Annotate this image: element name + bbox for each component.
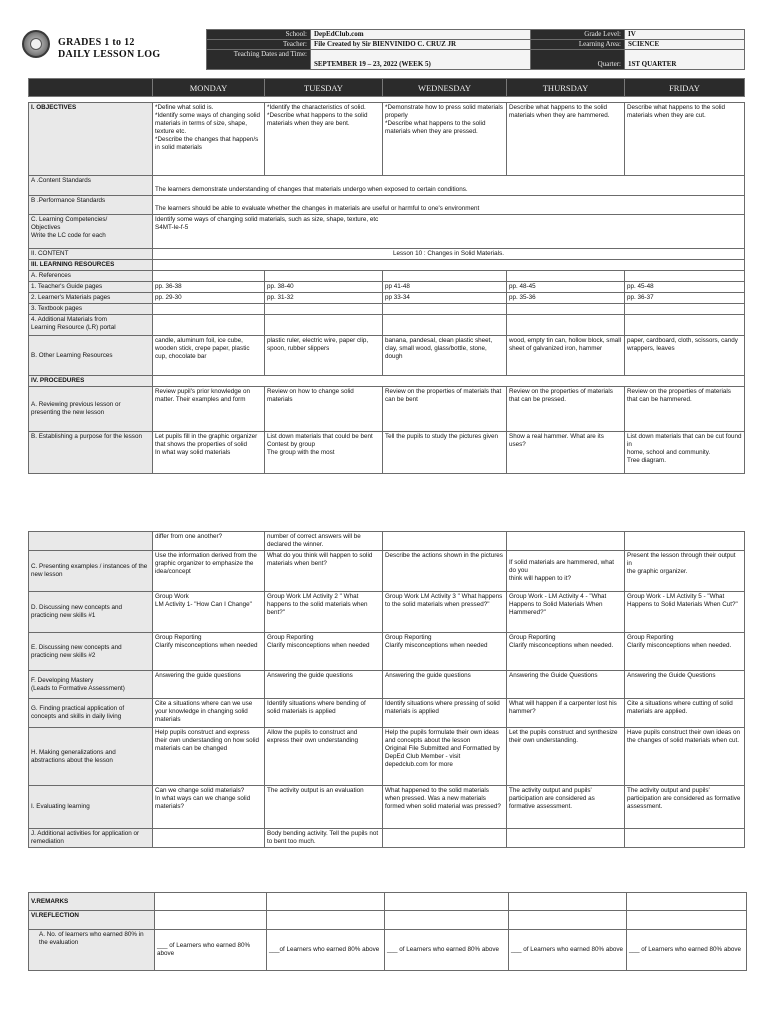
row-label: B. Other Learning Resources <box>29 336 153 376</box>
grade-value: IV <box>625 30 745 40</box>
cell-wednesday: pp 41-48 <box>383 282 507 293</box>
cell-tuesday: plastic ruler, electric wire, paper clip, spoon, rubber slippers <box>265 336 383 376</box>
cell-monday: ___ of Learners who earned 80% above <box>155 930 267 971</box>
row-competencies <box>29 215 745 249</box>
quarter-label: Quarter: <box>531 50 625 70</box>
cell-wednesday: Group Reporting Clarify misconceptions when needed <box>383 633 507 671</box>
cell-thursday <box>509 893 627 911</box>
row-learners-materials <box>29 293 745 304</box>
cell-thursday: Group Work - LM Activity 4 - "What Happens to Solid Materials When Hammered?" <box>507 592 625 633</box>
row-reflection <box>29 911 747 930</box>
cell-friday: Present the lesson through their output in the graphic organizer. <box>625 551 745 592</box>
cell-thursday: Show a real hammer. What are its uses? <box>507 432 625 474</box>
cell-friday: pp. 36-37 <box>625 293 745 304</box>
learning-resources-blank <box>153 260 745 271</box>
lesson-log-table <box>28 78 745 97</box>
row-label: A .Content Standards <box>29 176 153 196</box>
row-label: V.REMARKS <box>29 893 155 911</box>
cell-friday <box>627 893 747 911</box>
cell-monday: Cite a situations where can we use your knowledge in changing solid materials <box>153 699 265 728</box>
cell-friday <box>625 829 745 848</box>
competencies-text: Identify some ways of changing solid materials, such as size, shape, texture, etc S4MT-Ie-f-5 <box>153 215 745 249</box>
cell-wednesday: Review on the properties of materials that can be bent <box>383 387 507 432</box>
cell-monday: Let pupils fill in the graphic organizer that shows the properties of solid In what way solid materials <box>153 432 265 474</box>
row-additional-activities <box>29 829 745 848</box>
cell-friday: paper, cardboard, cloth, scissors, candy wrappers, leaves <box>625 336 745 376</box>
row-label: 4. Additional Materials from Learning Resource (LR) portal <box>29 315 153 336</box>
cell-wednesday <box>383 271 507 282</box>
cell-wednesday: Help the pupils formulate their own ideas and concepts about the lesson Original File Submitted and Formatted by DepEd Club Member - visit depedclub.com for more <box>383 728 507 786</box>
corner-cell <box>29 79 153 97</box>
dates-label: Teaching Dates and Time: <box>207 50 311 70</box>
cell-tuesday <box>267 911 385 930</box>
row-label: A. References <box>29 271 153 282</box>
cell-wednesday <box>383 829 507 848</box>
row-label: C. Learning Competencies/ Objectives Write the LC code for each <box>29 215 153 249</box>
cell-tuesday: The activity output is an evaluation <box>265 786 383 829</box>
cell-tuesday: Allow the pupils to construct and express their own understanding <box>265 728 383 786</box>
cell-thursday: ___ of Learners who earned 80% above <box>509 930 627 971</box>
content-text: Lesson 10 : Changes in Solid Materials. <box>153 249 745 260</box>
cell-tuesday: Identify situations where bending of solid materials is applied <box>265 699 383 728</box>
day-header-wednesday: WEDNESDAY <box>383 79 507 97</box>
document-title-line2: DAILY LESSON LOG <box>58 49 161 60</box>
row-other-resources <box>29 336 745 376</box>
cell-wednesday: pp 33-34 <box>383 293 507 304</box>
cell-friday: Have pupils construct their own ideas on the changes of solid materials when cut. <box>625 728 745 786</box>
cell-tuesday <box>265 271 383 282</box>
content-standards-text: The learners demonstrate understanding of changes that materials undergo when exposed to certain conditions. <box>153 176 745 196</box>
row-objectives <box>29 103 745 176</box>
row-teachers-guide <box>29 282 745 293</box>
row-textbook <box>29 304 745 315</box>
cell-wednesday: ___ of Learners who earned 80% above <box>385 930 509 971</box>
cell-tuesday: What do you think will happen to solid materials when bent? <box>265 551 383 592</box>
row-label: VI.REFLECTION <box>29 911 155 930</box>
cell-friday <box>625 304 745 315</box>
cell-monday: pp. 29-30 <box>153 293 265 304</box>
lesson-log-body-page1 <box>28 102 745 474</box>
row-presenting <box>29 551 745 592</box>
learning-area-label: Learning Area: <box>531 40 625 50</box>
cell-monday: pp. 36-38 <box>153 282 265 293</box>
cell-thursday <box>509 911 627 930</box>
row-remarks <box>29 893 747 911</box>
cell-wednesday <box>383 532 507 551</box>
row-label: D. Discussing new concepts and practicing new skills #1 <box>29 592 153 633</box>
cell-friday: Describe what happens to the solid materials when they are cut. <box>625 103 745 176</box>
cell-friday: pp. 45-48 <box>625 282 745 293</box>
cell-tuesday: Group Reporting Clarify misconceptions when needed <box>265 633 383 671</box>
cell-tuesday: Answering the guide questions <box>265 671 383 699</box>
document-title-line1: GRADES 1 to 12 <box>58 37 135 48</box>
cell-thursday <box>507 271 625 282</box>
cell-tuesday <box>265 315 383 336</box>
cell-monday: Review pupil's prior knowledge on matter. Their examples and form <box>153 387 265 432</box>
cell-monday <box>155 911 267 930</box>
row-label: C. Presenting examples / instances of the new lesson <box>29 551 153 592</box>
cell-monday: Use the information derived from the graphic organizer to emphasize the idea/concept <box>153 551 265 592</box>
cell-wednesday: banana, pandesal, clean plastic sheet, clay, small wood, glass/bottle, stone, dough <box>383 336 507 376</box>
grade-label: Grade Level: <box>531 30 625 40</box>
cell-friday: Group Reporting Clarify misconceptions when needed. <box>625 633 745 671</box>
cell-tuesday: number of correct answers will be declared the winner. <box>265 532 383 551</box>
day-header-thursday: THURSDAY <box>507 79 625 97</box>
cell-monday: Group Reporting Clarify misconceptions when needed <box>153 633 265 671</box>
row-label: A. Reviewing previous lesson or presenting the new lesson <box>29 387 153 432</box>
cell-tuesday: ___of Learners who earned 80% above <box>267 930 385 971</box>
cell-friday: Answering the Guide Questions <box>625 671 745 699</box>
cell-thursday: pp. 35-36 <box>507 293 625 304</box>
row-label: J. Additional activities for application or remediation <box>29 829 153 848</box>
cell-thursday: What will happen if a carpenter lost his hammer? <box>507 699 625 728</box>
cell-friday <box>625 271 745 282</box>
cell-monday <box>155 893 267 911</box>
row-label: E. Discussing new concepts and practicing new skills #2 <box>29 633 153 671</box>
cell-tuesday: Group Work LM Activity 2 " What happens to the solid materials when bent?" <box>265 592 383 633</box>
cell-wednesday <box>383 315 507 336</box>
cell-thursday: Let the pupils construct and synthesize their own understanding. <box>507 728 625 786</box>
row-label: 1. Teacher's Guide pages <box>29 282 153 293</box>
cell-monday: Can we change solid materials? In what ways can we change solid materials? <box>153 786 265 829</box>
header-info-table <box>206 29 745 70</box>
row-performance-standards <box>29 196 745 215</box>
cell-monday: Group Work LM Activity 1- "How Can I Change" <box>153 592 265 633</box>
cell-thursday: Group Reporting Clarify misconceptions when needed. <box>507 633 625 671</box>
row-procedures <box>29 376 745 387</box>
row-label: IV. PROCEDURES <box>29 376 153 387</box>
row-label: A. No. of learners who earned 80% in the evaluation <box>29 930 155 971</box>
school-value: DepEdClub.com <box>311 30 531 40</box>
row-label: III. LEARNING RESOURCES <box>29 260 153 271</box>
cell-tuesday <box>267 893 385 911</box>
dates-value: SEPTEMBER 19 – 23, 2022 (WEEK 5) <box>311 50 531 70</box>
cell-thursday: Describe what happens to the solid materials when they are hammered. <box>507 103 625 176</box>
row-label: 3. Textbook pages <box>29 304 153 315</box>
cell-thursday <box>507 829 625 848</box>
row-label: I. Evaluating learning <box>29 786 153 829</box>
row-mastery <box>29 671 745 699</box>
cell-wednesday <box>385 911 509 930</box>
row-generalizations <box>29 728 745 786</box>
row-label: H. Making generalizations and abstractions about the lesson <box>29 728 153 786</box>
row-label: B. Establishing a purpose for the lesson <box>29 432 153 474</box>
row-references <box>29 271 745 282</box>
cell-thursday: Answering the Guide Questions <box>507 671 625 699</box>
cell-tuesday <box>265 304 383 315</box>
cell-tuesday: List down materials that could be bent Contest by group The group with the most <box>265 432 383 474</box>
row-learners-80 <box>29 930 747 971</box>
procedures-blank <box>153 376 745 387</box>
cell-monday: differ from one another? <box>153 532 265 551</box>
day-header-tuesday: TUESDAY <box>265 79 383 97</box>
deped-seal-logo <box>22 30 50 58</box>
row-label: II. CONTENT <box>29 249 153 260</box>
reflection-table <box>28 892 747 971</box>
row-establishing <box>29 432 745 474</box>
row-evaluating <box>29 786 745 829</box>
row-application <box>29 699 745 728</box>
row-label: G. Finding practical application of concepts and skills in daily living <box>29 699 153 728</box>
cell-thursday: pp. 48-45 <box>507 282 625 293</box>
row-label: F. Developing Mastery (Leads to Formative Assessment) <box>29 671 153 699</box>
cell-thursday: The activity output and pupils' participation are considered as formative assessment. <box>507 786 625 829</box>
cell-wednesday <box>385 893 509 911</box>
cell-wednesday: Describe the actions shown in the pictures <box>383 551 507 592</box>
cell-friday: List down materials that can be cut found in home, school and community. Tree diagram. <box>625 432 745 474</box>
cell-monday <box>153 829 265 848</box>
cell-wednesday <box>383 304 507 315</box>
cell-thursday: wood, empty tin can, hollow block, small sheet of galvanized iron, hammer <box>507 336 625 376</box>
cell-wednesday: Identify situations where pressing of solid materials is applied <box>383 699 507 728</box>
row-additional-materials <box>29 315 745 336</box>
cell-thursday <box>507 532 625 551</box>
cell-tuesday: Body bending activity. Tell the pupils not to bent too much. <box>265 829 383 848</box>
row-reviewing <box>29 387 745 432</box>
row-discussing-1 <box>29 592 745 633</box>
row-label: B .Performance Standards <box>29 196 153 215</box>
teacher-value: File Created by Sir BIENVINIDO C. CRUZ JR <box>311 40 531 50</box>
day-header-friday: FRIDAY <box>625 79 745 97</box>
cell-friday <box>625 532 745 551</box>
lesson-log-body-page2 <box>28 531 745 848</box>
quarter-value: 1ST QUARTER <box>625 50 745 70</box>
cell-friday <box>625 315 745 336</box>
cell-monday: Help pupils construct and express their own understanding on how solid materials can be changed <box>153 728 265 786</box>
cell-monday: Answering the guide questions <box>153 671 265 699</box>
cell-friday: Group Work - LM Activity 5 - "What Happens to Solid Materials When Cut?" <box>625 592 745 633</box>
cell-friday: ___ of Learners who earned 80% above <box>627 930 747 971</box>
cell-thursday: Review on the properties of materials that can be pressed. <box>507 387 625 432</box>
cell-tuesday: pp. 31-32 <box>265 293 383 304</box>
cell-friday: The activity output and pupils' participation are considered as formative assessment. <box>625 786 745 829</box>
cell-monday <box>153 304 265 315</box>
cell-monday <box>153 271 265 282</box>
performance-standards-text: The learners should be able to evaluate whether the changes in materials are useful or harmful to one's environment <box>153 196 745 215</box>
cell-thursday <box>507 315 625 336</box>
cell-monday: *Define what solid is. *Identify some ways of changing solid materials in terms of size, shape, texture etc. *Describe the changes that happen/s in solid materials <box>153 103 265 176</box>
cell-friday: Review on the properties of materials that can be hammered. <box>625 387 745 432</box>
row-discussing-2 <box>29 633 745 671</box>
cell-thursday <box>507 304 625 315</box>
row-learning-resources <box>29 260 745 271</box>
row-content <box>29 249 745 260</box>
cell-wednesday: Tell the pupils to study the pictures given <box>383 432 507 474</box>
row-label: I. OBJECTIVES <box>29 103 153 176</box>
day-header-monday: MONDAY <box>153 79 265 97</box>
cell-monday <box>153 315 265 336</box>
teacher-label: Teacher: <box>207 40 311 50</box>
cell-tuesday: Review on how to change solid materials <box>265 387 383 432</box>
learning-area-value: SCIENCE <box>625 40 745 50</box>
cell-wednesday: Answering the guide questions <box>383 671 507 699</box>
cell-friday: Cite a situations where cutting of solid materials are applied. <box>625 699 745 728</box>
row-label <box>29 532 153 551</box>
school-label: School: <box>207 30 311 40</box>
cell-thursday: If solid materials are hammered, what do you think will happen to it? <box>507 551 625 592</box>
row-continuation <box>29 532 745 551</box>
cell-wednesday: *Demonstrate how to press solid materials properly *Describe what happens to the solid materials when they are pressed. <box>383 103 507 176</box>
cell-wednesday: What happened to the solid materials when pressed. Was a new materials formed when solid material was pressed? <box>383 786 507 829</box>
row-content-standards <box>29 176 745 196</box>
cell-tuesday: *Identify the characteristics of solid. *Describe what happens to the solid materials when they are bent. <box>265 103 383 176</box>
cell-friday <box>627 911 747 930</box>
cell-wednesday: Group Work LM Activity 3 " What happens to the solid materials when pressed?" <box>383 592 507 633</box>
row-label: 2. Learner's Materials pages <box>29 293 153 304</box>
cell-tuesday: pp. 38-40 <box>265 282 383 293</box>
cell-monday: candle, aluminum foil, ice cube, wooden stick, crepe paper, plastic cup, chocolate bar <box>153 336 265 376</box>
